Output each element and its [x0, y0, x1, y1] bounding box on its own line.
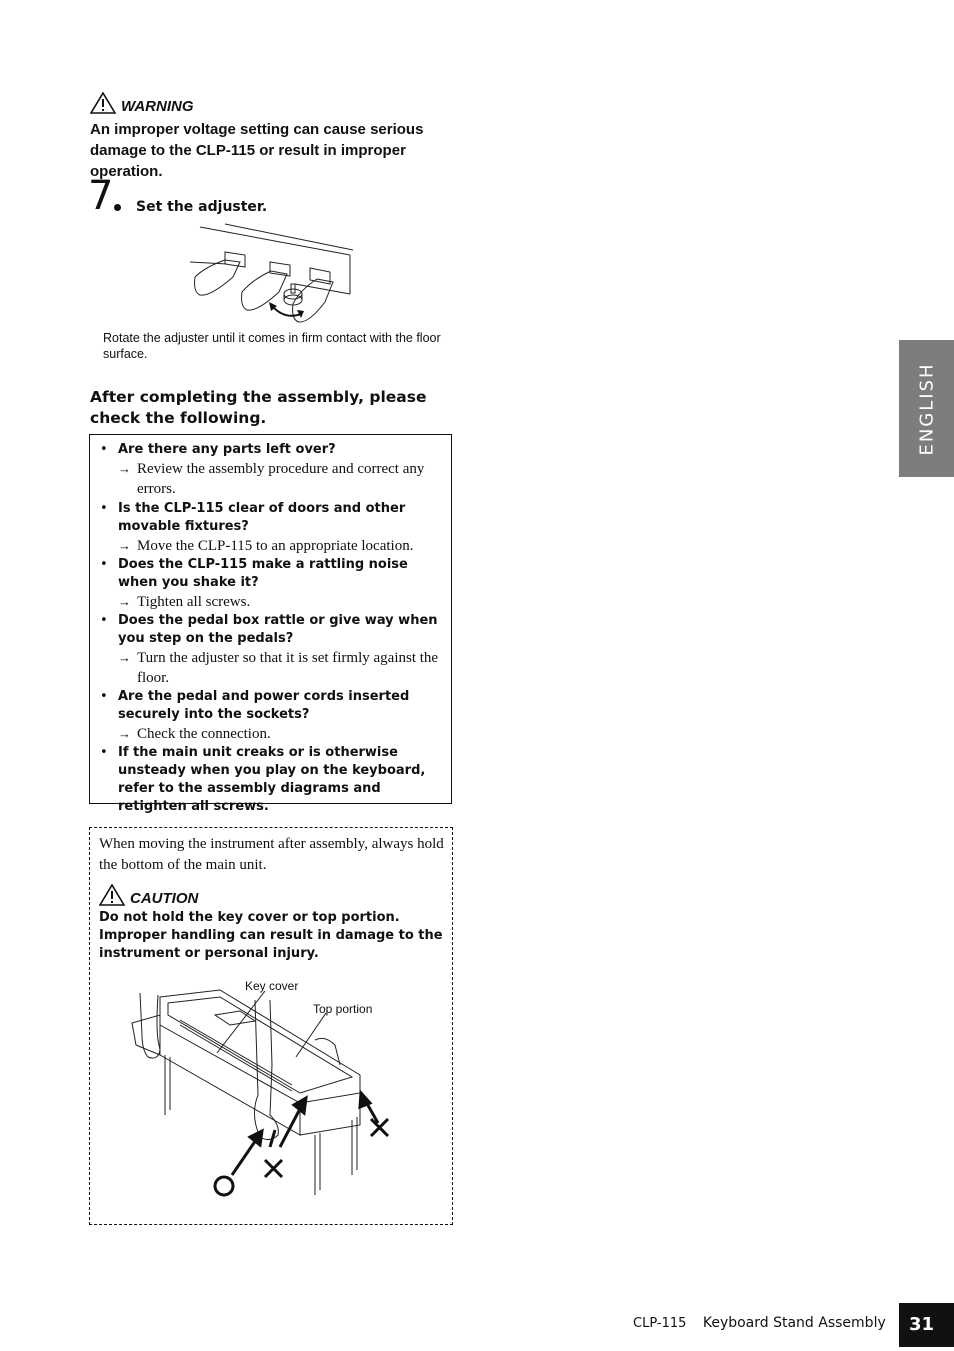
arrow-icon: →	[118, 594, 131, 609]
bullet: •	[100, 689, 108, 704]
checklist-item	[99, 688, 444, 744]
step-number: 7	[88, 173, 114, 219]
checklist-question: Does the pedal box rattle or give way when you step on the pedals?	[118, 613, 438, 646]
checklist-item	[99, 441, 444, 499]
step-text: Set the adjuster.	[136, 199, 268, 215]
caution-body: Do not hold the key cover or top portion. Improper handling can result in damage to the instrument or personal injury.	[99, 910, 443, 961]
checklist-item	[99, 556, 444, 612]
checklist-answer: → Turn the adjuster so that it is set firmly against the floor.	[118, 650, 439, 686]
lifting-illustration	[120, 985, 400, 1205]
step-number-dot	[114, 204, 121, 211]
bullet: •	[100, 745, 108, 760]
caution-heading	[99, 884, 198, 906]
arrow-icon: →	[118, 538, 131, 553]
warning-heading	[90, 92, 194, 114]
label-key-cover: Key cover	[245, 979, 299, 993]
warning-icon	[90, 92, 116, 114]
moving-instructions: When moving the instrument after assembly, always hold the bottom of the main unit.	[99, 836, 444, 873]
arrow-icon: →	[118, 461, 131, 476]
bullet: •	[100, 501, 108, 516]
checklist-question: If the main unit creaks or is otherwise unsteady when you play on the keyboard, refer to the assembly diagrams and retighten all screws.	[118, 745, 426, 814]
arrow-icon: →	[118, 650, 131, 665]
checklist-heading: After completing the assembly, please check the following.	[90, 388, 427, 427]
bullet: •	[100, 613, 108, 628]
bullet: •	[100, 442, 108, 457]
pedal-adjuster-illustration	[185, 222, 360, 327]
warning-body: An improper voltage setting can cause serious damage to the CLP-115 or result in improper operation.	[90, 121, 424, 180]
checklist-answer: → Move the CLP-115 to an appropriate location.	[118, 538, 414, 554]
checklist-question: Is the CLP-115 clear of doors and other movable fixtures?	[118, 501, 406, 534]
caution-title: CAUTION	[130, 890, 199, 907]
footer-title: Keyboard Stand Assembly	[702, 1315, 886, 1331]
checklist-item	[99, 744, 444, 816]
checklist-answer: → Review the assembly procedure and correct any errors.	[118, 461, 425, 497]
checklist-answer: → Tighten all screws.	[118, 594, 251, 610]
checklist-item	[99, 500, 444, 556]
label-top-portion: Top portion	[313, 1002, 373, 1016]
checklist	[99, 441, 444, 816]
footer	[633, 1314, 886, 1333]
checklist-item	[99, 612, 444, 688]
checklist-question: Does the CLP-115 make a rattling noise when you shake it?	[118, 557, 408, 590]
checklist-question: Are there any parts left over?	[118, 442, 336, 457]
checklist-answer: → Check the connection.	[118, 726, 271, 742]
page-number: 31	[908, 1314, 935, 1335]
checklist-question: Are the pedal and power cords inserted securely into the sockets?	[118, 689, 410, 722]
bullet: •	[100, 557, 108, 572]
checklist-box	[89, 434, 452, 814]
step-caption: Rotate the adjuster until it comes in firm contact with the floor surface.	[103, 331, 441, 361]
language-tab-label: ENGLISH	[916, 361, 937, 456]
language-tab	[899, 340, 954, 477]
caution-icon	[99, 884, 125, 906]
page-number-box	[899, 1303, 954, 1347]
arrow-icon: →	[118, 726, 131, 741]
warning-title: WARNING	[121, 98, 194, 115]
footer-model: CLP-115	[633, 1316, 687, 1331]
